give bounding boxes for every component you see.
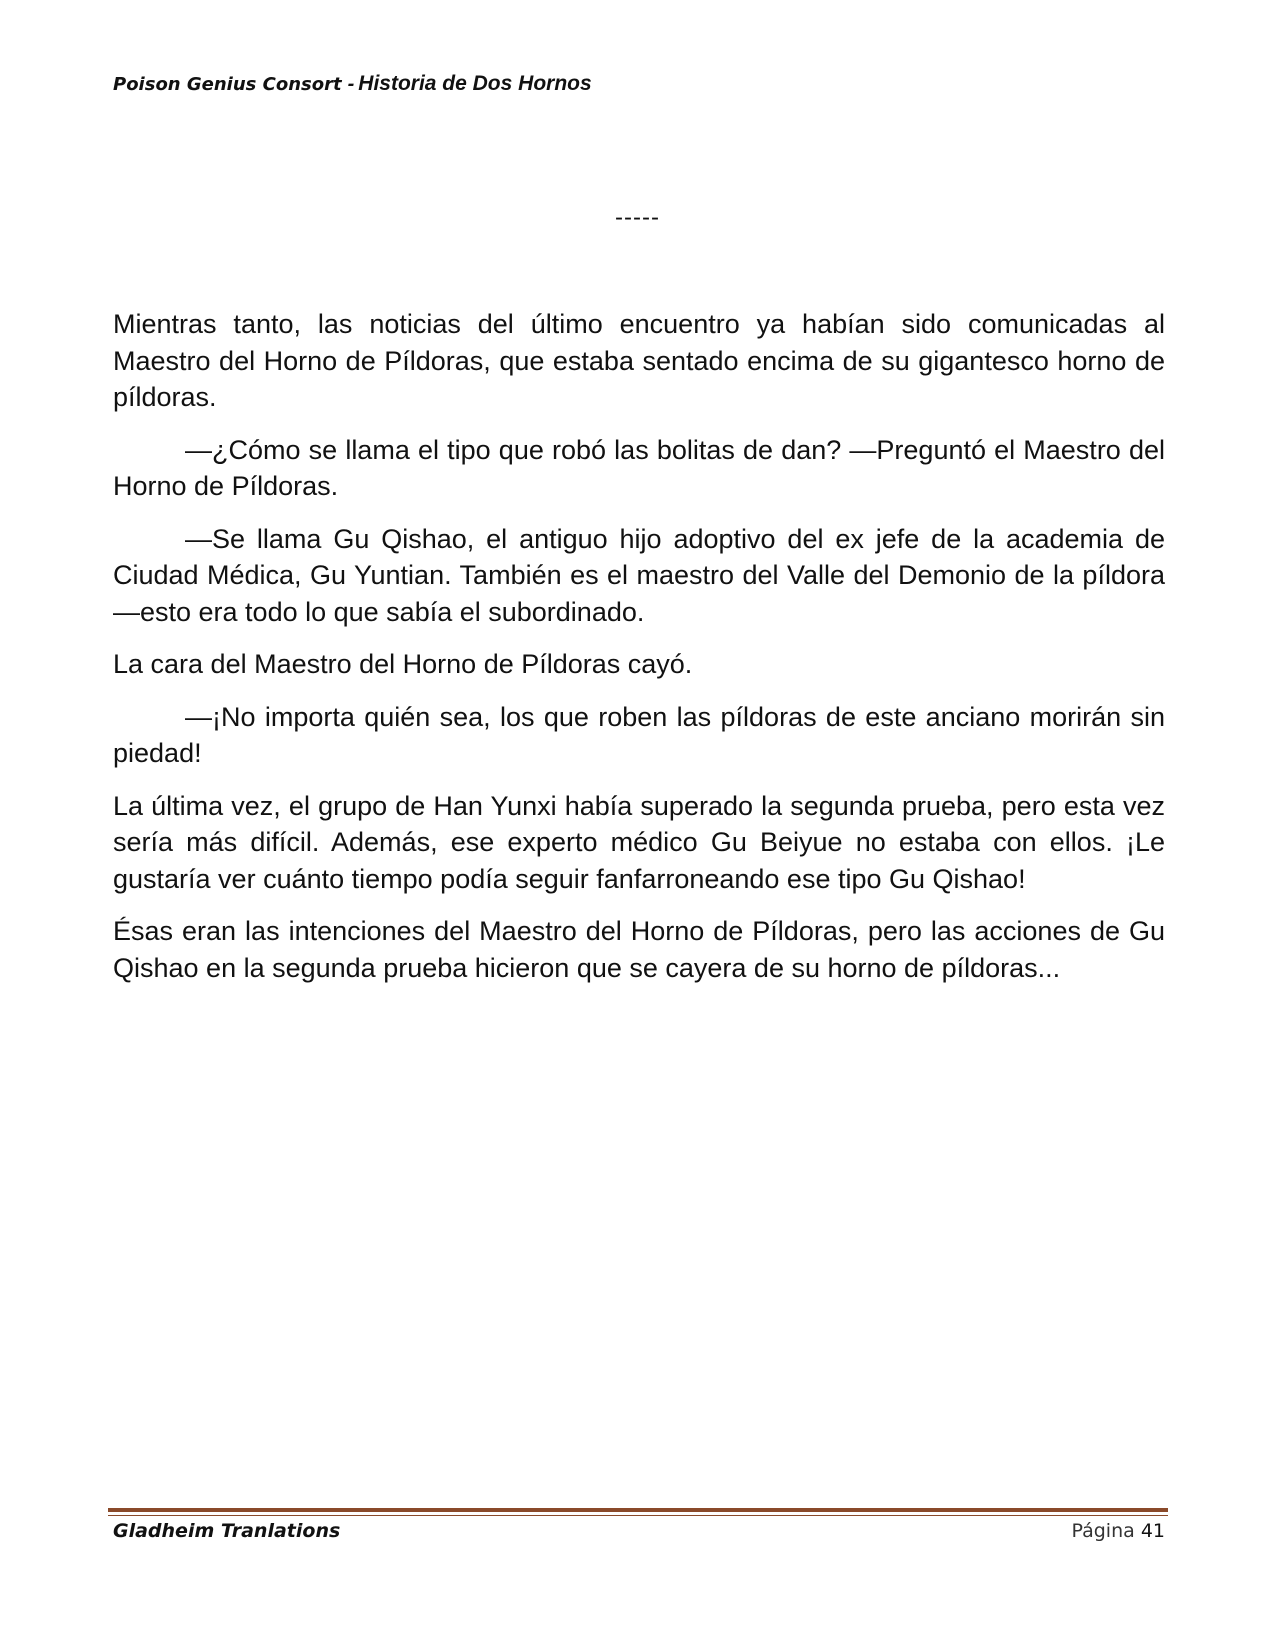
paragraph-6: La última vez, el grupo de Han Yunxi había superado la segunda prueba, pero esta vez sería más difícil. Además, ese experto médico Gu Beiyue no estaba con ellos. ¡Le gustaría ver cuánto tiempo podía seguir fanfarroneando ese tipo Gu Qishao! <box>113 790 1165 894</box>
chapter-title: Historia de Dos Hornos <box>358 72 592 95</box>
footer-rule-thin <box>108 1515 1168 1516</box>
paragraph-5-dialogue: —¡No importa quién sea, los que roben las píldoras de este anciano morirán sin piedad! <box>113 701 1165 768</box>
header-separator: - <box>347 73 355 95</box>
page-header <box>113 72 592 96</box>
page-label: Página <box>1071 1520 1135 1542</box>
paragraph-4: La cara del Maestro del Horno de Píldoras cayó. <box>113 649 693 679</box>
paragraph-1: Mientras tanto, las noticias del último encuentro ya habían sido comunicadas al Maestro del Horno de Píldoras, que estaba sentado encima de su gigantesco horno de píldoras. <box>113 309 1165 412</box>
page-number: 41 <box>1140 1520 1165 1542</box>
body-text <box>113 306 1165 1002</box>
series-title: Poison Genius Consort <box>113 74 342 95</box>
page-number-block <box>1071 1520 1165 1542</box>
paragraph-7: Ésas eran las intenciones del Maestro del Horno de Píldoras, pero las acciones de Gu Qishao en la segunda prueba hicieron que se cayera de su horno de píldoras... <box>113 916 1165 983</box>
scene-break: ----- <box>615 204 660 231</box>
paragraph-3-dialogue: —Se llama Gu Qishao, el antiguo hijo adoptivo del ex jefe de la academia de Ciudad Médica, Gu Yuntian. También es el maestro del Valle del Demonio de la píldora —esto era todo lo que sabía el subordinado. <box>113 523 1165 627</box>
footer-rule <box>108 1508 1168 1516</box>
footer-credit: Gladheim Tranlations <box>113 1520 341 1542</box>
paragraph-2-dialogue: —¿Cómo se llama el tipo que robó las bolitas de dan? —Preguntó el Maestro del Horno de Píldoras. <box>113 434 1165 501</box>
footer-rule-thick <box>108 1508 1168 1512</box>
